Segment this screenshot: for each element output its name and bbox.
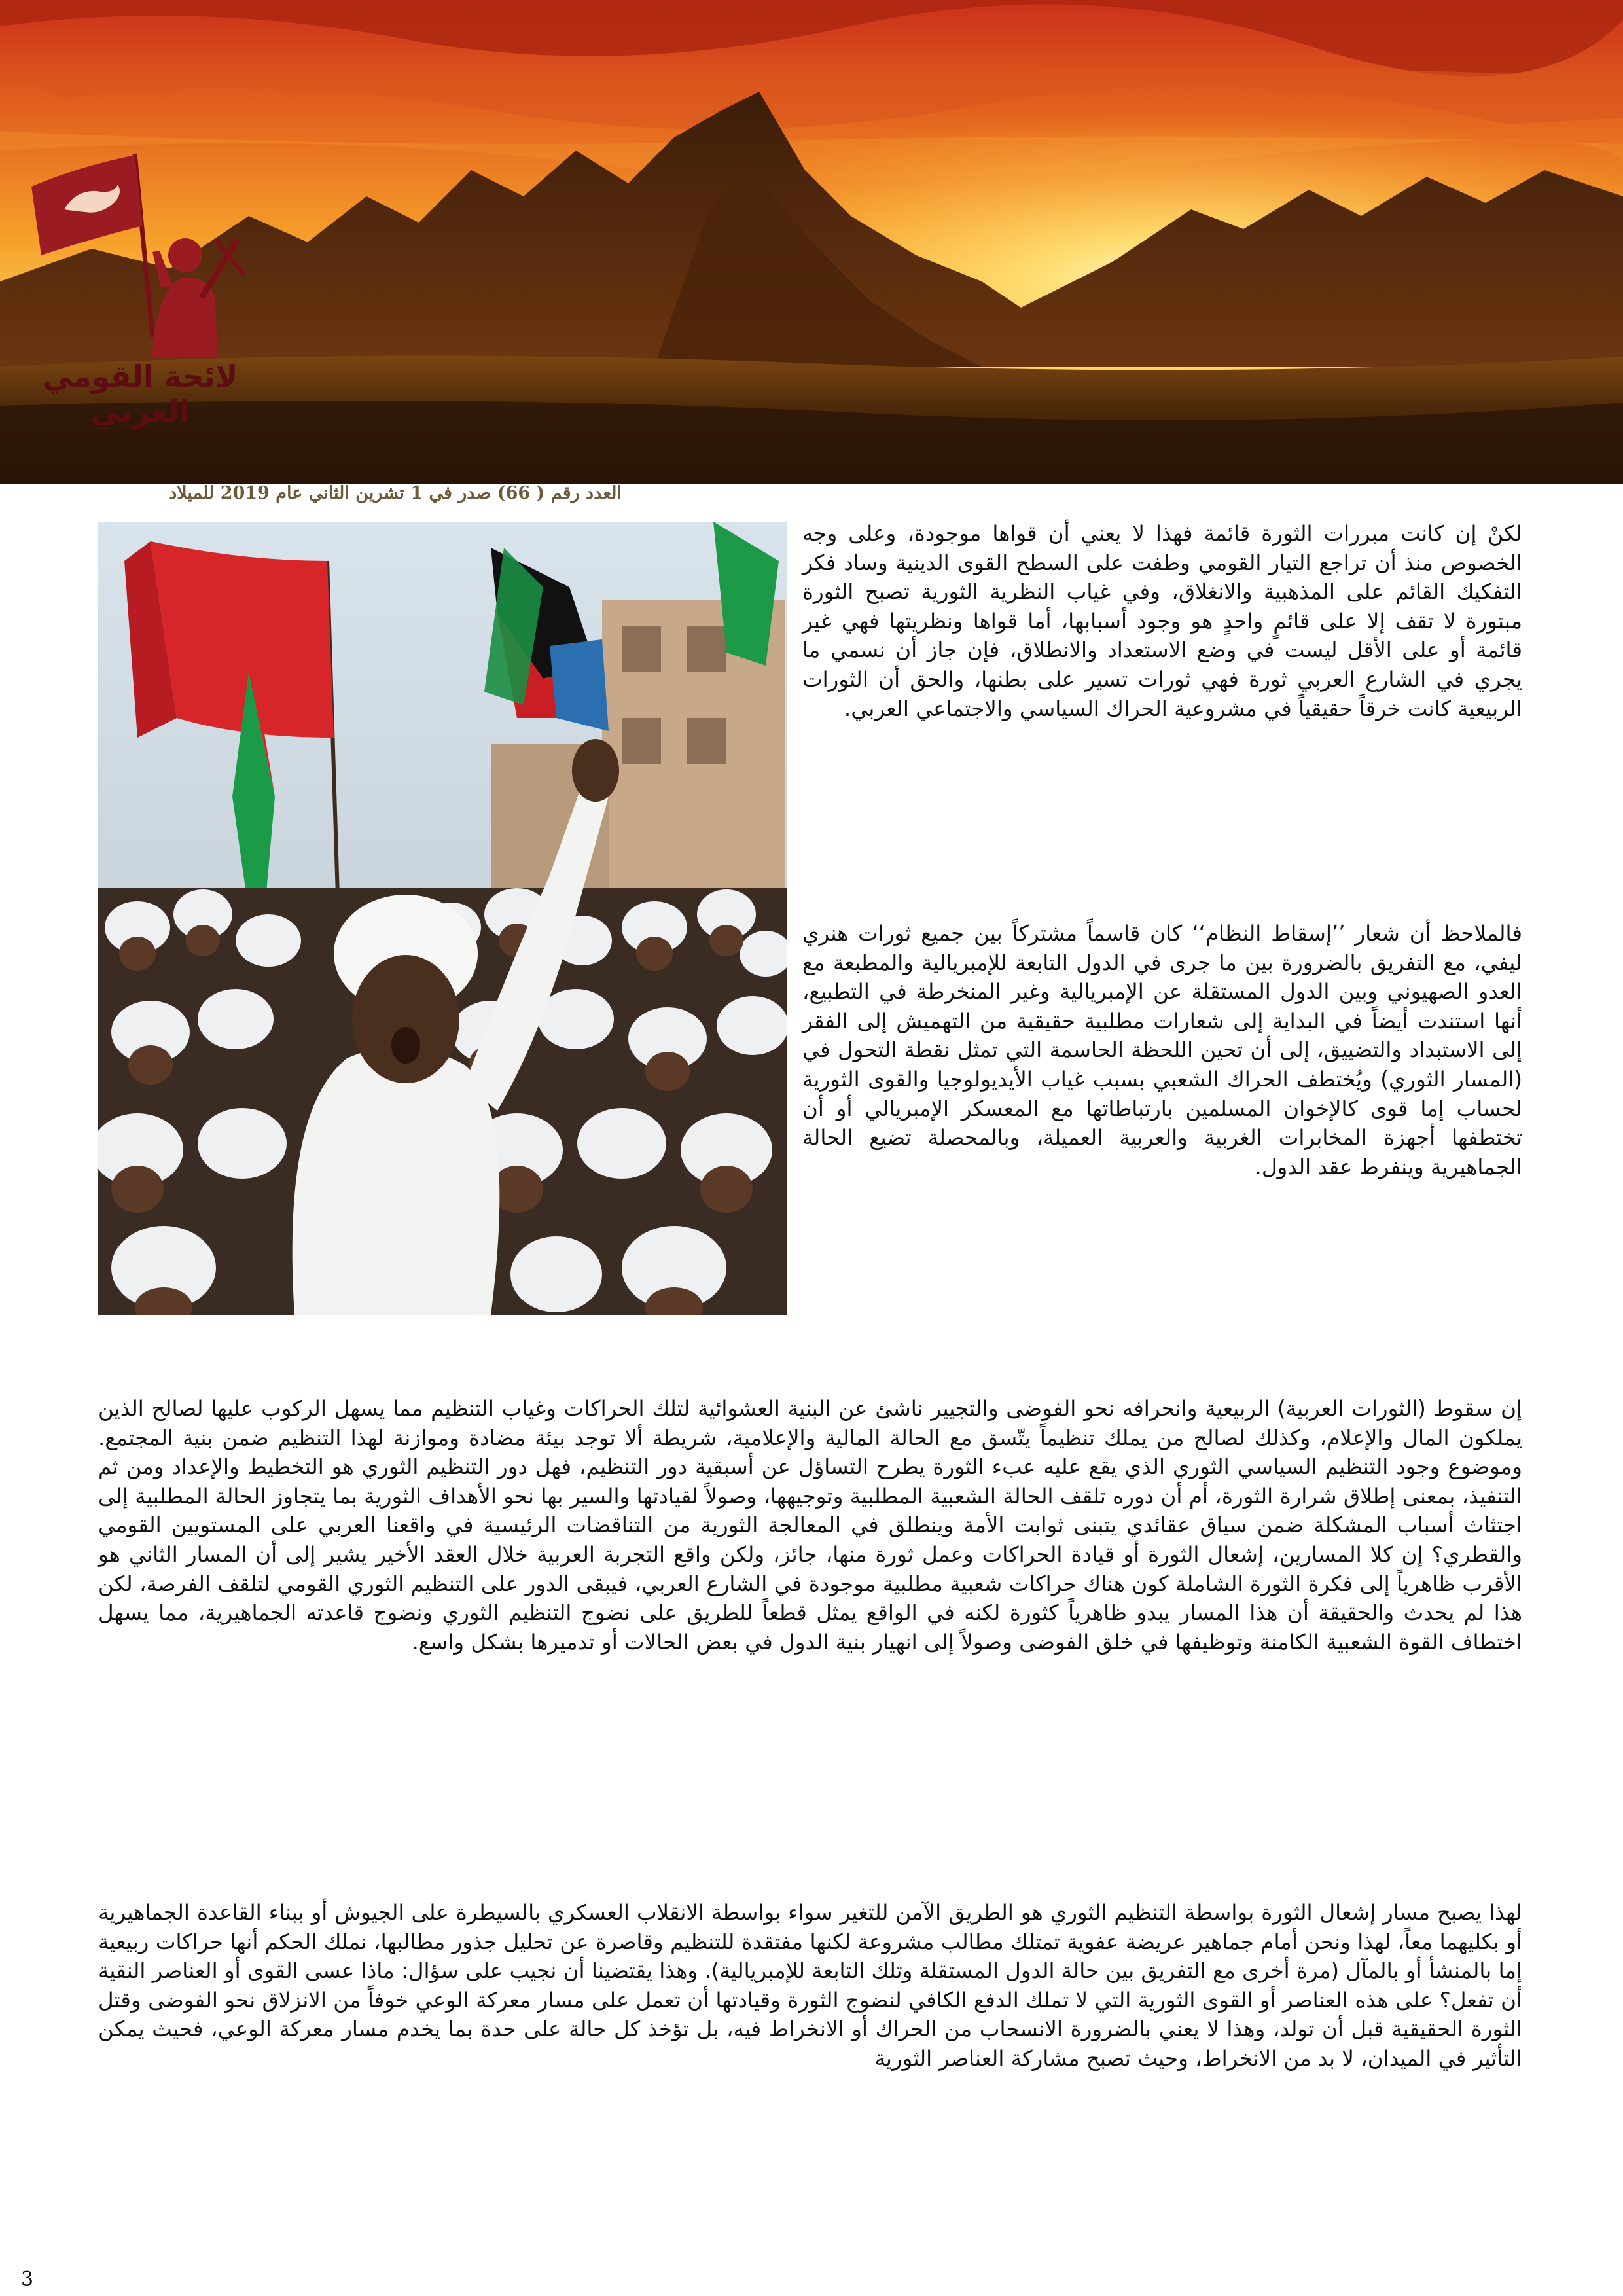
page-number: 3 (21, 2268, 34, 2291)
article-paragraph-3: إن سقوط (الثورات العربية) الربيعية وانحرافه نحو الفوضى والتجيير ناشئ عن البنية العشوائية لتلك الحراكات وغياب التنظيم مما يسهل الركوب عليها لصالح الذين يملكون المال والإعلام، وكذلك لصالح من يملك تنظيماً يتّسق مع الحالة المالية والإعلامية، شريطة ألا توجد بيئة مضادة وموازنة لهذا التنظيم ضمن بنية المجتمع. وموضوع وجود التنظيم السياسي الثوري الذي يقع عليه عبء الثورة يطرح التساؤل عن أسبقية دور التنظيم، فهل دور التنظيم الثوري هو التخطيط والإعداد ومن ثم التنفيذ، بمعنى إطلاق شرارة الثورة، أم أن دوره تلقف الحالة الشعبية المطلبية وتوجيهها، وصولاً لقيادتها والسير بها نحو الأهداف الثورية بما يتجاوز الحالة المطلبية إلى اجتثاث أسباب المشكلة ضمن سياق عقائدي يتبنى ثوابت الأمة وينطلق في المعالجة الثورية من التناقضات الرئيسية في واقعنا العربي على المستويين القومي والقطري؟ إن كلا المسارين، إشعال الثورة أو قيادة الحراكات وعمل ثورة منها، جائز، ولكن واقع التجربة العربية خلال العقد الأخير يشير إلى أن المسار الثاني هو الأقرب ظاهرياً إلى فكرة الثورة الشاملة كون هناك حراكات شعبية مطلبية موجودة في الشارع العربي، فيبقى الدور على التنظيم الثوري القومي لتلقف الفرصة، لكن هذا لم يحدث والحقيقة أن هذا المسار يبدو ظاهرياً كثورة لكنه في الواقع يمثل قطعاً للطريق على نضوج التنظيم الثوري ونضوج قاعدته الجماهيرية، مما يسهل اختطاف القوة الشعبية الكامنة وتوظيفها في خلق الفوضى وصولاً إلى انهيار بنية الدول في بعض الحالات أو تدميرها بشكل واسع. (98, 1396, 1522, 1655)
article-paragraph-2: فالملاحظ أن شعار ’’إسقاط النظام‘‘ كان قاسماً مشتركاً بين جميع ثورات هنري ليفي، مع التفريق بالضرورة بين ما جرى في الدول التابعة للإمبريالية والمطبعة مع العدو الصهيوني وبين الدول المستقلة عن الإمبريالية وغير المنخرطة في التطبيع، أنها استندت أيضاً في البداية إلى شعارات مطلبية حقيقية من التهميش إلى الفقر إلى الاستبداد والتضييق، إلى أن تحين اللحظة الحاسمة التي تمثل نقطة التحول في (المسار الثوري) ويُختطف الحراك الشعبي بسبب غياب الأيديولوجيا والقوى الثورية لحساب إما قوى كالإخوان المسلمين بارتباطاتها مع المعسكر الإمبريالي أو أن تختطفها أجهزة المخابرات الغربية والعربية العميلة، وبالمحصلة تضيع الحالة الجماهيرية وينفرط عقد الدول. (802, 921, 1522, 1179)
header-banner (0, 0, 1623, 484)
logo-text: لائحة القومي العربي (42, 359, 238, 429)
protest-photo (98, 522, 787, 1315)
article-paragraph-4: لهذا يصبح مسار إشعال الثورة بواسطة التنظيم الثوري هو الطريق الآمن للتغير سواء بواسطة الانقلاب العسكري بالسيطرة على الجيوش أو ببناء القاعدة الجماهيرية أو بكليهما معاً، لهذا ونحن أمام جماهير عريضة عفوية تمتلك مطالب مشروعة لكنها مفتقدة للتنظيم وقاصرة عن تحليل جذور مطالبها، نملك الحكم أنها حراكات ربيعية إما بالمنشأ أو بالمآل (مرة أخرى مع التفريق بين حالة الدول المستقلة وتلك التابعة للإمبريالية). وهذا يقتضينا أن نجيب على سؤال: ماذا عسى القوى أو العناصر النقية أن تفعل؟ على هذه العناصر أو القوى الثورية التي لا تملك الدفع الكافي لنضوج الثورة وقيادتها أن تعمل على مسار معركة الوعي خوفاً من الانزلاق نحو الفوضى وقتل الثورة الحقيقية قبل أن تولد، وهذا لا يعني بالضرورة الانسحاب من الحراك أو الانخراط فيه، بل تؤخذ كل حالة على حدة بما يخدم مسار معركة الوعي، فحيث يمكن التأثير في الميدان، لا بد من الانخراط، وحيث تصبح مشاركة العناصر الثورية (98, 1900, 1522, 2071)
issue-info: العدد رقم ( 66) صدر في 1 تشرين الثاني عام 2019 للميلاد (169, 483, 622, 503)
article-paragraph-1: لكنْ إن كانت مبررات الثورة قائمة فهذا لا يعني أن قواها موجودة، وعلى وجه الخصوص منذ أن تراجع التيار القومي وطفت على السطح القوى الدينية وساد فكر التفكيك القائم على المذهبية والانغلاق، وفي غياب النظرية الثورية تصبح الثورة مبتورة لا تقف إلا على قائمٍ واحدٍ هو وجود أسبابها، أما قواها ونظريتها فهي غير قائمة أو على الأقل ليست في وضع الاستعداد والانطلاق، فإن جاز أن نسمي ما يجري في الشارع العربي ثورة فهي ثورات تسير على بطنها، والحق أن الثورات الربيعية كانت خرقاً حقيقياً في مشروعية الحراك السياسي والاجتماعي العربي. (802, 521, 1522, 721)
